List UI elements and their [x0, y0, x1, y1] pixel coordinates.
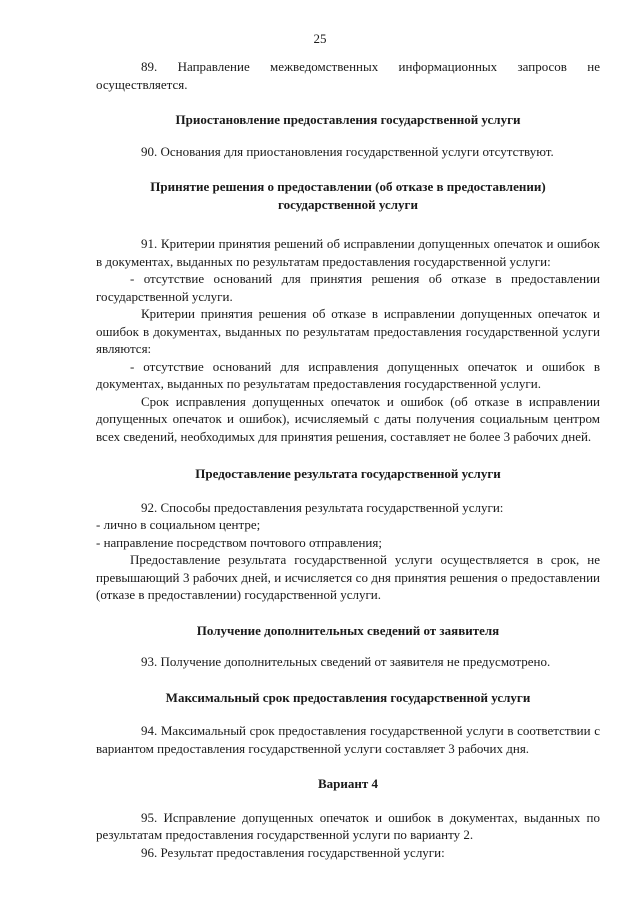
paragraph-90: 90. Основания для приостановления государственной услуги отсутствуют.: [141, 143, 554, 159]
paragraph-92: 92. Способы предоставления результата государственной услуги:: [141, 499, 504, 515]
page-content: [96, 58, 600, 861]
paragraph-91-item-2: - отсутствие оснований для исправления допущенных опечаток и ошибок в документах, выданных по результатам предоставления государственной услуги.: [96, 358, 600, 391]
paragraph-89: 89. Направление межведомственных информационных запросов не осуществляется.: [96, 59, 600, 92]
paragraph-91-item-1: - отсутствие оснований для принятия решения об отказе в предоставлении государственной услуги.: [96, 271, 600, 304]
paragraph-94: 94. Максимальный срок предоставления государственной услуги в соответствии с вариантом предоставления государственной услуги составляет 3 рабочих дня.: [96, 723, 600, 756]
paragraph-92-term: Предоставление результата государственной услуги осуществляется в срок, не превышающий 3 рабочих дней, и исчисляется со дня принятия решения о предоставлении (отказе в предоставлении) государственной услуги.: [96, 552, 600, 602]
paragraph-92-item-1: - лично в социальном центре;: [96, 517, 261, 532]
paragraph-93: 93. Получение дополнительных сведений от заявителя не предусмотрено.: [141, 654, 551, 669]
heading-suspension: Приостановление предоставления государственной услуги: [175, 112, 521, 127]
heading-decision-line2: государственной услуги: [278, 196, 418, 212]
paragraph-91-refusal-criteria: Критерии принятия решения об отказе в исправлении допущенных опечаток и ошибок в документах, выданных по результатам предоставления государственной услуги являются:: [96, 306, 600, 356]
heading-variant-4: Вариант 4: [317, 776, 379, 791]
paragraph-95: 95. Исправление допущенных опечаток и ошибок в документах, выданных по результатам предоставления государственной услуги по варианту 2.: [96, 809, 600, 842]
heading-max-term: Максимальный срок предоставления государственной услуги: [165, 689, 531, 705]
page-number: 25: [313, 31, 327, 46]
heading-result: Предоставление результата государственной услуги: [195, 466, 501, 481]
paragraph-96: 96. Результат предоставления государственной услуги:: [141, 844, 445, 860]
heading-decision-line1: Принятие решения о предоставлении (об отказе в предоставлении): [150, 179, 546, 194]
paragraph-91: 91. Критерии принятия решений об исправлении допущенных опечаток и ошибок в документах, выданных по результатам предоставления государственной услуги:: [96, 236, 600, 269]
heading-additional-info: Получение дополнительных сведений от заявителя: [196, 622, 500, 638]
paragraph-92-item-2: - направление посредством почтового отправления;: [96, 534, 382, 550]
paragraph-91-term: Срок исправления допущенных опечаток и ошибок (об отказе в исправлении допущенных опечаток и ошибок), исчисляемый с даты получения социальным центром всех сведений, необходимых для принятия решения, составляет не более 3 рабочих дней.: [96, 393, 600, 444]
